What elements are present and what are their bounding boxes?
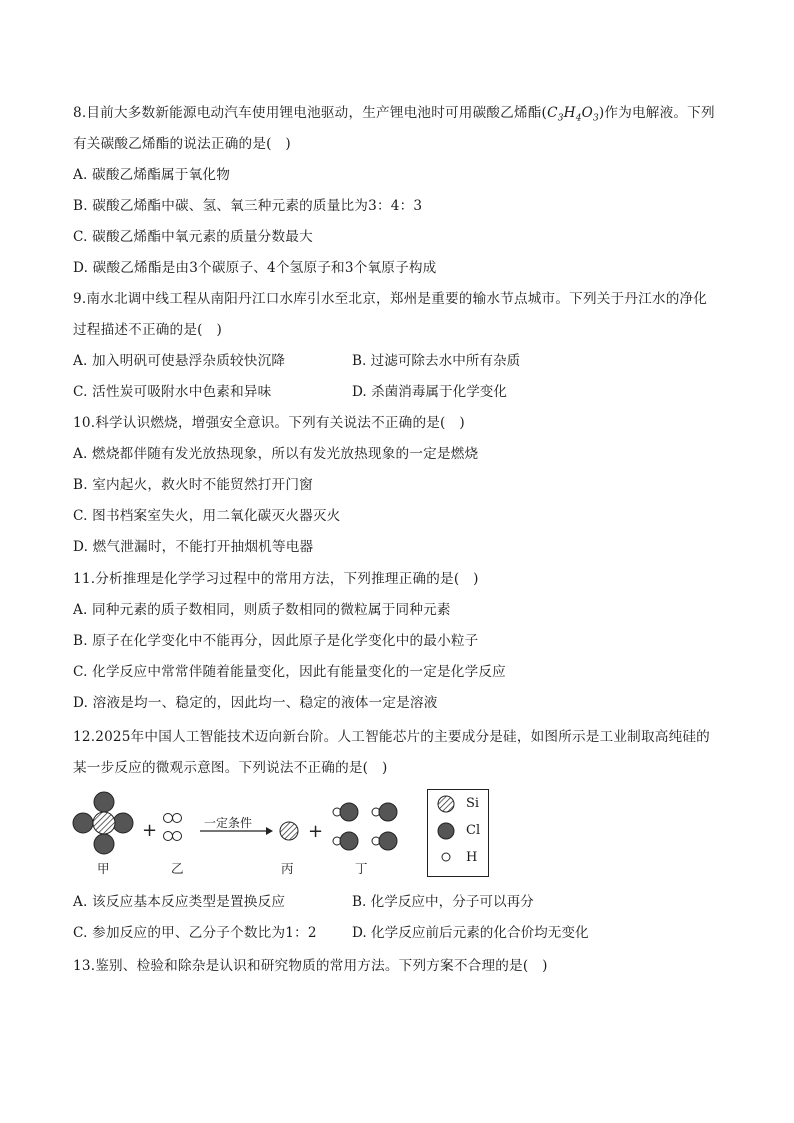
q9-stem-line1: 9.南水北调中线工程从南阳丹江口水库引水至北京，郑州是重要的输水节点城市。下列关于丹江水的净化: [73, 291, 708, 307]
q10-option-b: B. 室内起火，救火时不能贸然打开门窗: [73, 477, 313, 493]
q10-stem: 10.科学认识燃烧，增强安全意识。下列有关说法不正确的是( ): [73, 415, 465, 431]
q8-option-a: A. 碳酸乙烯酯属于氧化物: [73, 167, 230, 183]
q11-option-c: C. 化学反应中常常伴随着能量变化，因此有能量变化的一定是化学反应: [73, 664, 506, 680]
q8-stem-text-post: )作为电解液。下列: [598, 105, 715, 121]
q12-option-d: D. 化学反应前后元素的化合价均无变化: [352, 925, 589, 941]
legend-cl-label: Cl: [466, 823, 481, 838]
q12-option-a: A. 该反应基本反应类型是置换反应: [73, 894, 286, 910]
molecule-yi: [164, 814, 182, 841]
q10-option-a: A. 燃烧都伴随有发光放热现象，所以有发光放热现象的一定是燃烧: [73, 446, 479, 462]
q11-stem: 11.分析推理是化学学习过程中的常用方法，下列推理正确的是( ): [73, 571, 479, 587]
legend-h-label: H: [466, 850, 478, 865]
q8-option-b: B. 碳酸乙烯酯中碳、氢、氧三种元素的质量比为3：4：3: [73, 198, 423, 214]
plus-sign-1: +: [142, 820, 158, 841]
q13-stem: 13.鉴别、检验和除杂是认识和研究物质的常用方法。下列方案不合理的是( ): [73, 958, 548, 974]
q8-option-d: D. 碳酸乙烯酯是由3个碳原子、4个氢原子和3个氧原子构成: [73, 260, 437, 276]
plus-sign-2: +: [308, 821, 324, 842]
q12-option-c: C. 参加反应的甲、乙分子个数比为1：2: [73, 925, 317, 941]
molecule-bing: [280, 822, 298, 840]
q8-stem-line2: 有关碳酸乙烯酯的说法正确的是( ): [73, 136, 291, 152]
q9-option-b: B. 过滤可除去水中所有杂质: [352, 353, 521, 369]
q9-option-d: D. 杀菌消毒属于化学变化: [352, 384, 507, 400]
reaction-condition: 一定条件: [204, 816, 253, 830]
molecule-jia: [73, 792, 133, 854]
q8-option-c: C. 碳酸乙烯酯中氧元素的质量分数最大: [73, 229, 313, 245]
arrow-head: [266, 827, 273, 835]
q9-option-a: A. 加入明矾可使悬浮杂质较快沉降: [73, 353, 286, 369]
label-yi: 乙: [171, 861, 184, 876]
q11-option-b: B. 原子在化学变化中不能再分，因此原子是化学变化中的最小粒子: [73, 633, 479, 649]
q10-option-c: C. 图书档案室失火，用二氧化碳灭火器灭火: [73, 508, 341, 524]
q11-option-d: D. 溶液是均一、稳定的，因此均一、稳定的液体一定是溶液: [73, 695, 438, 711]
q11-option-a: A. 同种元素的质子数相同，则质子数相同的微粒属于同种元素: [73, 602, 451, 618]
q9-option-c: C. 活性炭可吸附水中色素和异味: [73, 384, 272, 400]
molecule-ding: [333, 803, 397, 850]
q10-option-d: D. 燃气泄漏时，不能打开抽烟机等电器: [73, 539, 314, 555]
q9-stem-line2: 过程描述不正确的是( ): [73, 322, 222, 338]
q12-stem-line2: 某一步反应的微观示意图。下列说法不正确的是( ): [73, 760, 388, 776]
legend-si-label: Si: [466, 796, 480, 811]
q12-stem-line1: 12.2025年中国人工智能技术迈向新台阶。人工智能芯片的主要成分是硅，如图所示是工业制取高纯硅的: [73, 729, 710, 745]
q8-formula: $C_3H_4O_3$: [547, 105, 599, 124]
q12-option-b: B. 化学反应中，分子可以再分: [352, 894, 534, 910]
label-ding: 丁: [355, 861, 368, 876]
q8-stem-line1: [73, 103, 715, 129]
label-jia: 甲: [97, 861, 110, 876]
q8-stem-text: 8.目前大多数新能源电动汽车使用锂电池驱动，生产锂电池时可用碳酸乙烯酯(: [73, 105, 548, 121]
label-bing: 丙: [281, 861, 294, 876]
